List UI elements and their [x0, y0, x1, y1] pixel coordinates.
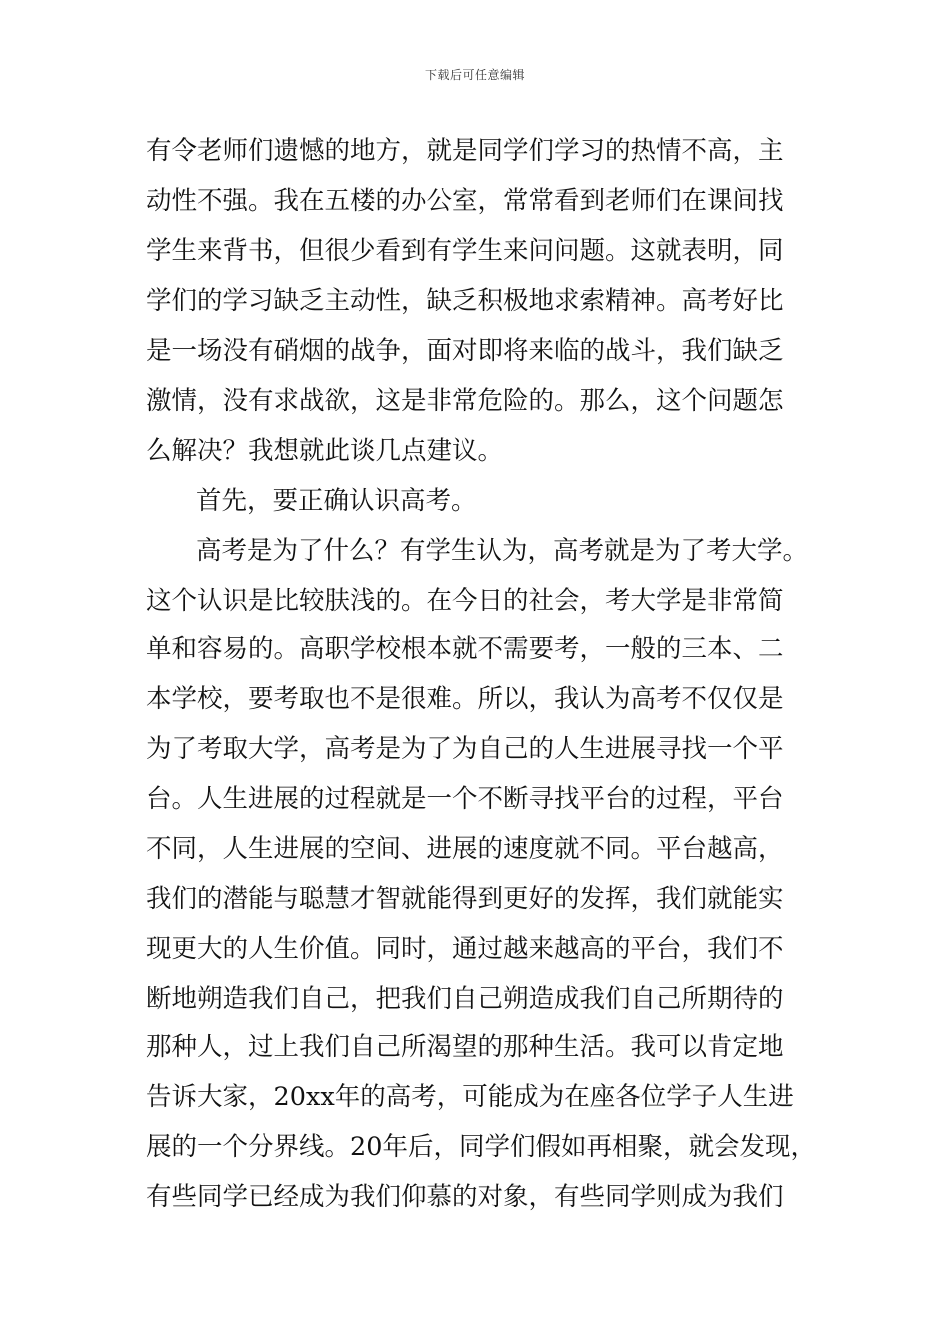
text-line: 有令老师们遗憾的地方，就是同学们学习的热情不高，主: [146, 136, 784, 166]
page-header: 下载后可任意编辑: [424, 68, 525, 82]
text-line: 本学校，要考取也不是很难。所以，我认为高考不仅仅是: [146, 684, 784, 714]
text-line: 么解决？我想就此谈几点建议。: [146, 436, 504, 466]
text-line: 激情，没有求战欲，这是非常危险的。那么，这个问题怎: [146, 386, 784, 416]
text-line: 单和容易的。高职学校根本就不需要考，一般的三本、二: [146, 634, 784, 664]
text-line: 动性不强。我在五楼的办公室，常常看到老师们在课间找: [146, 186, 784, 216]
text-line: 高考是为了什么？有学生认为，高考就是为了考大学。: [196, 536, 809, 566]
text-line: 展的一个分界线。20年后，同学们假如再相聚，就会发现，: [146, 1132, 816, 1162]
text-line: 告诉大家，20xx年的高考，可能成为在座各位学子人生进: [146, 1082, 794, 1112]
text-line: 是一场没有硝烟的战争，面对即将来临的战斗，我们缺乏: [146, 336, 784, 366]
text-line: 首先，要正确认识高考。: [196, 486, 477, 516]
text-line: 现更大的人生价值。同时，通过越来越高的平台，我们不: [146, 934, 784, 964]
text-line: 这个认识是比较肤浅的。在今日的社会，考大学是非常简: [146, 586, 784, 616]
text-line: 那种人，过上我们自己所渴望的那种生活。我可以肯定地: [146, 1032, 784, 1062]
text-line: 我们的潜能与聪慧才智就能得到更好的发挥，我们就能实: [146, 884, 784, 914]
text-line: 学生来背书，但很少看到有学生来问问题。这就表明，同: [146, 236, 784, 266]
text-line: 断地朔造我们自己，把我们自己朔造成我们自己所期待的: [146, 984, 784, 1014]
text-line: 不同，人生进展的空间、进展的速度就不同。平台越高，: [146, 834, 784, 864]
text-line: 为了考取大学，高考是为了为自己的人生进展寻找一个平: [146, 734, 784, 764]
text-line: 学们的学习缺乏主动性，缺乏积极地求索精神。高考好比: [146, 286, 784, 316]
text-line: 台。人生进展的过程就是一个不断寻找平台的过程，平台: [146, 784, 784, 814]
text-line: 有些同学已经成为我们仰慕的对象，有些同学则成为我们: [146, 1182, 784, 1212]
